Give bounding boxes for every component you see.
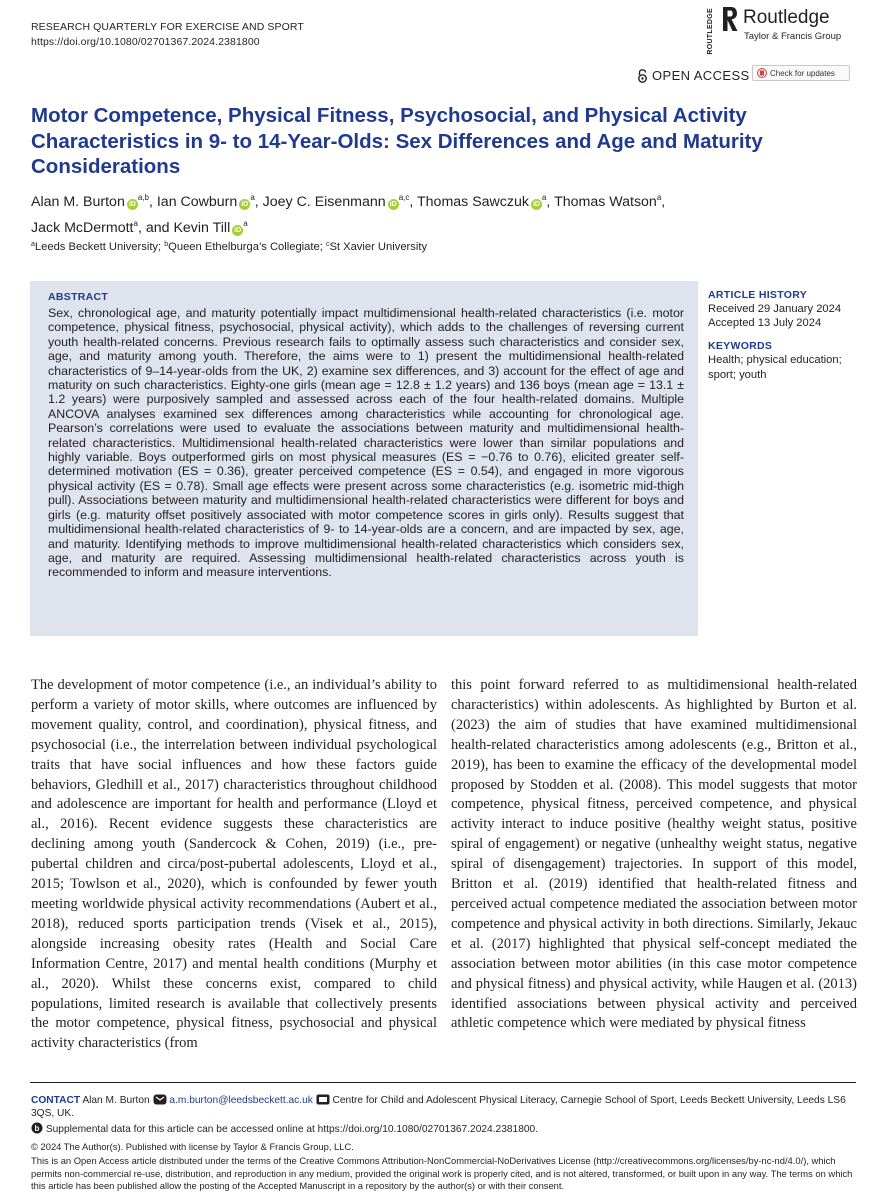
contact-name: Alan M. Burton bbox=[82, 1095, 150, 1106]
contact-address: Centre for Child and Adolescent Physical Literacy, Carnegie School of Sport, Leeds Beckett University, Leeds LS6 3QS, UK. bbox=[31, 1095, 846, 1119]
journal-header bbox=[31, 20, 304, 50]
publisher-brand: Routledge bbox=[743, 7, 830, 28]
author-line-2: Jack McDermott$^a$, and Kevin Till $iD^a$ bbox=[31, 219, 248, 236]
author-list bbox=[31, 187, 851, 239]
license-text: This is an Open Access article distributed under the terms of the Creative Commons Attribution-NonCommercial-NoDerivatives License (http://creativecommons.org/licenses/by-nc-nd/4.0/), which permits non-commercial re-use, distribution, and reproduction in any medium, provided the original work is properly cited, and is not altered, transformed, or built upon in any way. The terms on which this article has been published allow the posting of the Accepted Manuscript in a repository by the author(s) or with their consent. bbox=[31, 1155, 853, 1192]
body-column-left bbox=[31, 676, 437, 1054]
author-name: Ian Cowburn bbox=[156, 194, 238, 210]
affiliation-name: Queen Ethelburga’s Collegiate; bbox=[168, 241, 323, 253]
author-affil-sup: a bbox=[133, 219, 138, 228]
orcid-icon[interactable]: iD bbox=[241, 201, 249, 208]
affil-sup: a bbox=[31, 241, 35, 248]
article-title: Motor Competence, Physical Fitness, Psychosocial, and Physical Activity Characteristics in 9- to 14-Year-Olds: Sex Differences and Age and Maturity Considerations bbox=[31, 104, 763, 178]
email-icon bbox=[153, 1094, 167, 1105]
check-for-updates-button[interactable] bbox=[752, 65, 850, 81]
article-doi[interactable]: https://doi.org/10.1080/02701367.2024.2381800 bbox=[31, 36, 260, 48]
received-date: Received 29 January 2024 bbox=[708, 303, 842, 315]
author-name: Thomas Watson bbox=[554, 194, 657, 210]
author-affil-sup: a bbox=[541, 193, 547, 202]
keywords-list: Health; physical education; sport; youth bbox=[708, 354, 842, 381]
author-name: Thomas Sawczuk bbox=[417, 194, 529, 210]
author-line-1: Alan M. Burton iD$^{a,b}$, Ian Cowburn $iD^a$, Joey C. Eisenmann iD$^{a,c}$, Thomas Sawczuk $iD^a$, Thomas Watson$^a$, bbox=[31, 193, 666, 210]
author-affil-sup: a,b bbox=[137, 193, 149, 202]
accepted-date: Accepted 13 July 2024 bbox=[708, 317, 822, 330]
orcid-icon[interactable]: iD bbox=[234, 227, 242, 234]
copyright-line: © 2024 The Author(s). Published with license by Taylor & Francis Group, LLC. bbox=[31, 1141, 354, 1152]
open-lock-icon bbox=[637, 69, 648, 83]
routledge-r-icon bbox=[721, 6, 739, 32]
affiliation-name: St Xavier University bbox=[329, 241, 428, 253]
affiliation-name: Leeds Beckett University; bbox=[34, 241, 162, 253]
open-access-badge bbox=[637, 68, 750, 83]
publisher-logo[interactable] bbox=[707, 4, 867, 55]
footer-divider bbox=[30, 1082, 856, 1083]
crossmark-icon bbox=[757, 68, 767, 78]
journal-name: RESEARCH QUARTERLY FOR EXERCISE AND SPORT bbox=[31, 21, 304, 33]
contact-block bbox=[31, 1094, 857, 1120]
open-access-label: OPEN ACCESS bbox=[652, 68, 750, 83]
contact-email[interactable]: a.m.burton@leedsbeckett.ac.uk bbox=[169, 1095, 313, 1106]
abstract-heading: ABSTRACT bbox=[48, 291, 109, 303]
author-and: and bbox=[145, 220, 170, 236]
supplemental-data-icon bbox=[31, 1122, 43, 1134]
affiliations bbox=[31, 241, 427, 253]
author-affil-sup: a bbox=[250, 193, 255, 202]
body-column-right bbox=[451, 676, 857, 1034]
orcid-icon[interactable]: iD bbox=[128, 201, 136, 208]
svg-text:b: b bbox=[34, 1124, 40, 1133]
author-affil-sup: a bbox=[656, 193, 662, 202]
affil-sup: c bbox=[325, 241, 330, 248]
supplemental-text: Supplemental data for this article can be accessed online at https://doi.org/10.1080/02701367.2024.2381800. bbox=[45, 1124, 539, 1135]
publisher-vertical-text: ROUTLEDGE bbox=[707, 8, 714, 55]
affil-sup: b bbox=[164, 241, 169, 248]
address-icon bbox=[316, 1094, 330, 1105]
check-for-updates-label: Check for updates bbox=[770, 68, 835, 78]
orcid-icon[interactable]: iD bbox=[532, 201, 540, 208]
article-sidebar bbox=[708, 289, 868, 382]
supplemental-note bbox=[31, 1122, 857, 1136]
body-paragraph: The development of motor competence (i.e., an individual’s ability to perform a variety of motor skills, where outcomes are influenced by movement quality, control, and coordination), physical fitness, and psychosocial (i.e., the interrelation between individual psychological traits that have social influences and how these factors guide behaviors, Gledhill et al., 2017) characteristics throughout childhood and adolescence are important for health and performance (Lloyd et al., 2016). Recent evidence suggests these characteristics are declining among youth (Sandercock & Cohen, 2019) (i.e., pre-pubertal children and circa/post-pubertal adolescents, Lloyd et al., 2015; Towlson et al., 2020), which is confounded by fewer youth meeting worldwide physical activity recommendations (Aubert et al., 2018), reduced sports participation trends (Visek et al., 2015), alongside increasing obesity rates (Health and Social Care Information Centre, 2017) and mental health conditions (Murphy et al., 2020). Whilst these concerns exist, compared to child populations, limited research is available that collectively presents the motor competence, physical fitness, psychosocial and physical activity characteristics (from bbox=[31, 677, 437, 1052]
abstract-text: Sex, chronological age, and maturity potentially impact multidimensional health-related characteristics (i.e. motor competence, physical fitness, psychosocial, physical activity), which adds to the challenges of reversing current youth health-related concerns. Previous research fails to optimally assess such characteristics and consider sex, age, and maturity among youth. Therefore, the aims were to 1) present the multidimensional health-related characteristics of 9–14-year-olds from the UK, 2) examine sex differences, and 3) account for the effect of age and maturity on such characteristics. Eighty-one girls (mean age = 12.8 ± 1.2 years) and 136 boys (mean age = 13.1 ± 1.2 years) were purposively sampled and assessed across each of the four health-related domains. Multiple ANCOVA analyses examined sex differences among characteristics while accounting for chronological age. Pearson’s correlations were used to evaluate the associations between maturity and multidimensional health-related characteristics. Multidimensional health-related characteristics were lower than similar populations and highly variable. Boys outperformed girls on most physical measures (ES = −0.76 to 0.76), elicited greater self-determined motivation (ES = 0.36), greater perceived competence (ES = 0.54), and engaged in more vigorous physical activity (ES = 0.78). Small age effects were present across some characteristics (e.g. isometric mid-thigh pull). Associations between maturity and multidimensional health-related characteristics were different for boys and girls (e.g. maturity offset positively associated with motor competence scores in girls only). Results suggest that multidimensional health-related characteristics of 9- to 14-year-olds are a concern, and are impacted by sex, age, and maturity. Identifying methods to improve multidimensional health-related characteristics which considers sex, age, and maturity are required. Assessing multidimensional health-related characteristics across youth is recommended to inform and measure interventions. bbox=[48, 306, 684, 580]
author-name: Alan M. Burton bbox=[31, 194, 125, 210]
orcid-icon[interactable]: iD bbox=[389, 201, 397, 208]
publisher-sub: Taylor & Francis Group bbox=[744, 31, 842, 42]
author-name: Kevin Till bbox=[173, 220, 231, 236]
body-paragraph: this point forward referred to as multidimensional health-related characteristics) within adolescents. As highlighted by Burton et al. (2023) the aim of studies that have examined multidimensional health-related characteristics among adolescents (e.g., Britton et al., 2019), has been to examine the efficacy of the developmental model proposed by Stodden et al. (2008). This model suggests that motor competence, physical fitness, perceived competence, and physical activity interact to induce positive (healthy weight status, positive spiral of engagement) or negative (unhealthy weight status, negative spiral of disengagement) trajectories. In support of this model, Britton et al. (2019) identified that health-related fitness and perceived actual competence mediated the association between motor competence and physical activity in both directions. Similarly, Jekauc et al. (2017) highlighted that physical self-concept mediated the association between motor abilities (in this case motor competence and physical fitness) and physical activity, while Haugen et al. (2013) identified associations between physical activity and perceived athletic competence which were mediated by physical fitness bbox=[451, 677, 857, 1032]
author-name: Joey C. Eisenmann bbox=[262, 194, 386, 210]
contact-label: CONTACT bbox=[31, 1095, 81, 1106]
author-name: Jack McDermott bbox=[31, 220, 134, 236]
author-affil-sup: a bbox=[243, 219, 248, 228]
keywords-heading: KEYWORDS bbox=[708, 340, 773, 353]
article-history-heading: ARTICLE HISTORY bbox=[708, 289, 808, 301]
author-affil-sup: a,c bbox=[398, 193, 410, 202]
